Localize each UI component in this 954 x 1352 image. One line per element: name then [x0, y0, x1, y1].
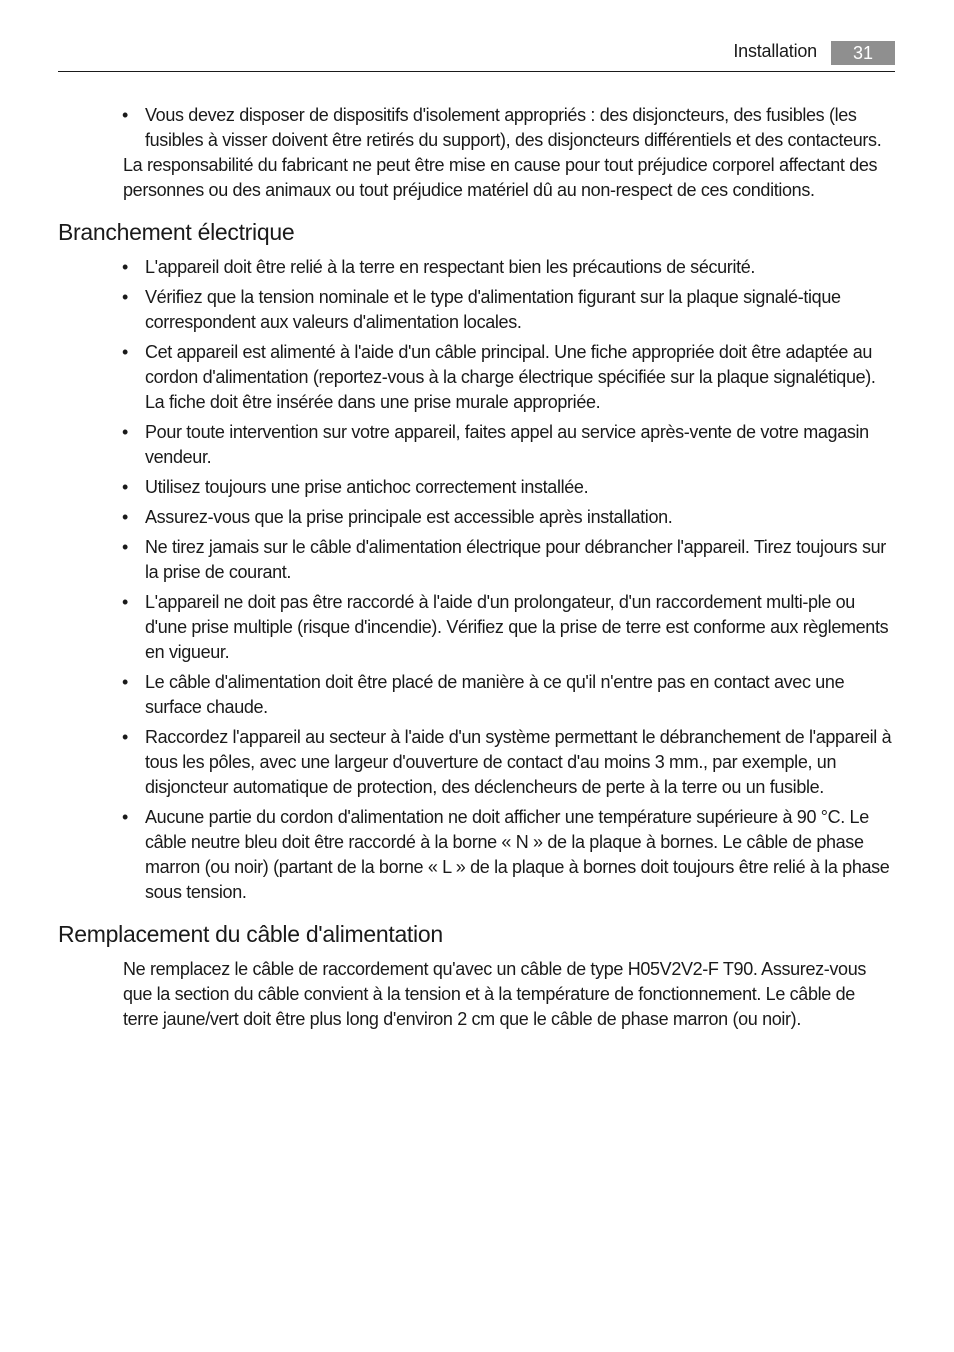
list-item [58, 285, 894, 335]
list-item-text: Le câble d'alimentation doit être placé de manière à ce qu'il n'entre pas en contact avec une surface chaude. [145, 672, 845, 717]
list-item-text: L'appareil ne doit pas être raccordé à l'aide d'un prolongateur, d'un raccordement multi-ple ou d'une prise multiple (risque d'incendie). Vérifiez que la prise de terre est conforme aux règlements en vigueur. [145, 592, 889, 662]
bullet-icon: • [122, 257, 128, 277]
list-item-text: L'appareil doit être relié à la terre en respectant bien les précautions de sécurité. [145, 257, 756, 277]
bullet-icon: • [122, 672, 128, 692]
list-item [58, 475, 894, 500]
remplacement-paragraph: Ne remplacez le câble de raccordement qu'avec un câble de type H05V2V2-F T90. Assurez-vous que la section du câble convient à la tension et à la température de fonctionnement. Le câble de terre jaune/vert doit être plus long d'environ 2 cm que le câble de phase marron (ou noir). [123, 959, 867, 1029]
manufacturer-liability-notice: La responsabilité du fabricant ne peut être mise en cause pour tout préjudice corporel affectant des personnes ou des animaux ou tout préjudice matériel dû au non-respect de ces conditions. [123, 155, 878, 200]
list-item-text: Aucune partie du cordon d'alimentation ne doit afficher une température supérieure à 90 °C. Le câble neutre bleu doit être raccordé à la borne « N » de la plaque à bornes. Le câble de phase marron (ou noir) (partant de la borne « L » de la plaque à bornes doit toujours être relié à la phase sous tension. [145, 807, 890, 902]
page-header [58, 38, 895, 72]
header-section-title: Installation [733, 41, 817, 61]
bullet-icon: • [122, 105, 128, 125]
list-item-text: Vérifiez que la tension nominale et le type d'alimentation figurant sur la plaque signalé-tique correspondent aux valeurs d'alimentation locales. [145, 287, 841, 332]
list-item-text: Pour toute intervention sur votre appareil, faites appel au service après-vente de votre magasin vendeur. [145, 422, 869, 467]
bullet-icon: • [122, 342, 128, 362]
list-item [58, 590, 894, 665]
bullet-icon: • [122, 537, 128, 557]
list-item [58, 805, 894, 905]
list-item [58, 103, 894, 153]
bullet-icon: • [122, 592, 128, 612]
section-heading-branchement: Branchement électrique [58, 219, 295, 245]
list-item-text: Assurez-vous que la prise principale est accessible après installation. [145, 507, 673, 527]
list-item-text: Utilisez toujours une prise antichoc correctement installée. [145, 477, 589, 497]
bullet-icon: • [122, 807, 128, 827]
list-item-text: Vous devez disposer de dispositifs d'isolement appropriés : des disjoncteurs, des fusibles (les fusibles à visser doivent être retirés du support), des disjoncteurs différentiels et des contacteurs. [145, 105, 882, 150]
list-item [58, 535, 894, 585]
list-item-text: Ne tirez jamais sur le câble d'alimentation électrique pour débrancher l'appareil. Tirez toujours sur la prise de courant. [145, 537, 886, 582]
bullet-icon: • [122, 287, 128, 307]
list-item-text: Raccordez l'appareil au secteur à l'aide d'un système permettant le débranchement de l'appareil à tous les pôles, avec une largeur d'ouverture de contact d'au moins 3 mm., par exemple, un disjoncteur automatique de protection, des déclencheurs de perte à la terre ou un fusible. [145, 727, 892, 797]
page-content [58, 103, 894, 1032]
bullet-icon: • [122, 507, 128, 527]
page-number-badge: 31 [831, 41, 895, 65]
list-item [58, 505, 894, 530]
bullet-icon: • [122, 727, 128, 747]
intro-bullet-list [58, 103, 894, 153]
branchement-bullet-list [58, 255, 894, 905]
list-item [58, 670, 894, 720]
list-item [58, 340, 894, 415]
list-item [58, 420, 894, 470]
bullet-icon: • [122, 477, 128, 497]
list-item [58, 255, 894, 280]
list-item [58, 725, 894, 800]
section-heading-remplacement: Remplacement du câble d'alimentation [58, 921, 443, 947]
bullet-icon: • [122, 422, 128, 442]
list-item-text: Cet appareil est alimenté à l'aide d'un câble principal. Une fiche appropriée doit être adaptée au cordon d'alimentation (reportez-vous à la charge électrique spécifiée sur la plaque signalétique). La fiche doit être insérée dans une prise murale appropriée. [145, 342, 876, 412]
